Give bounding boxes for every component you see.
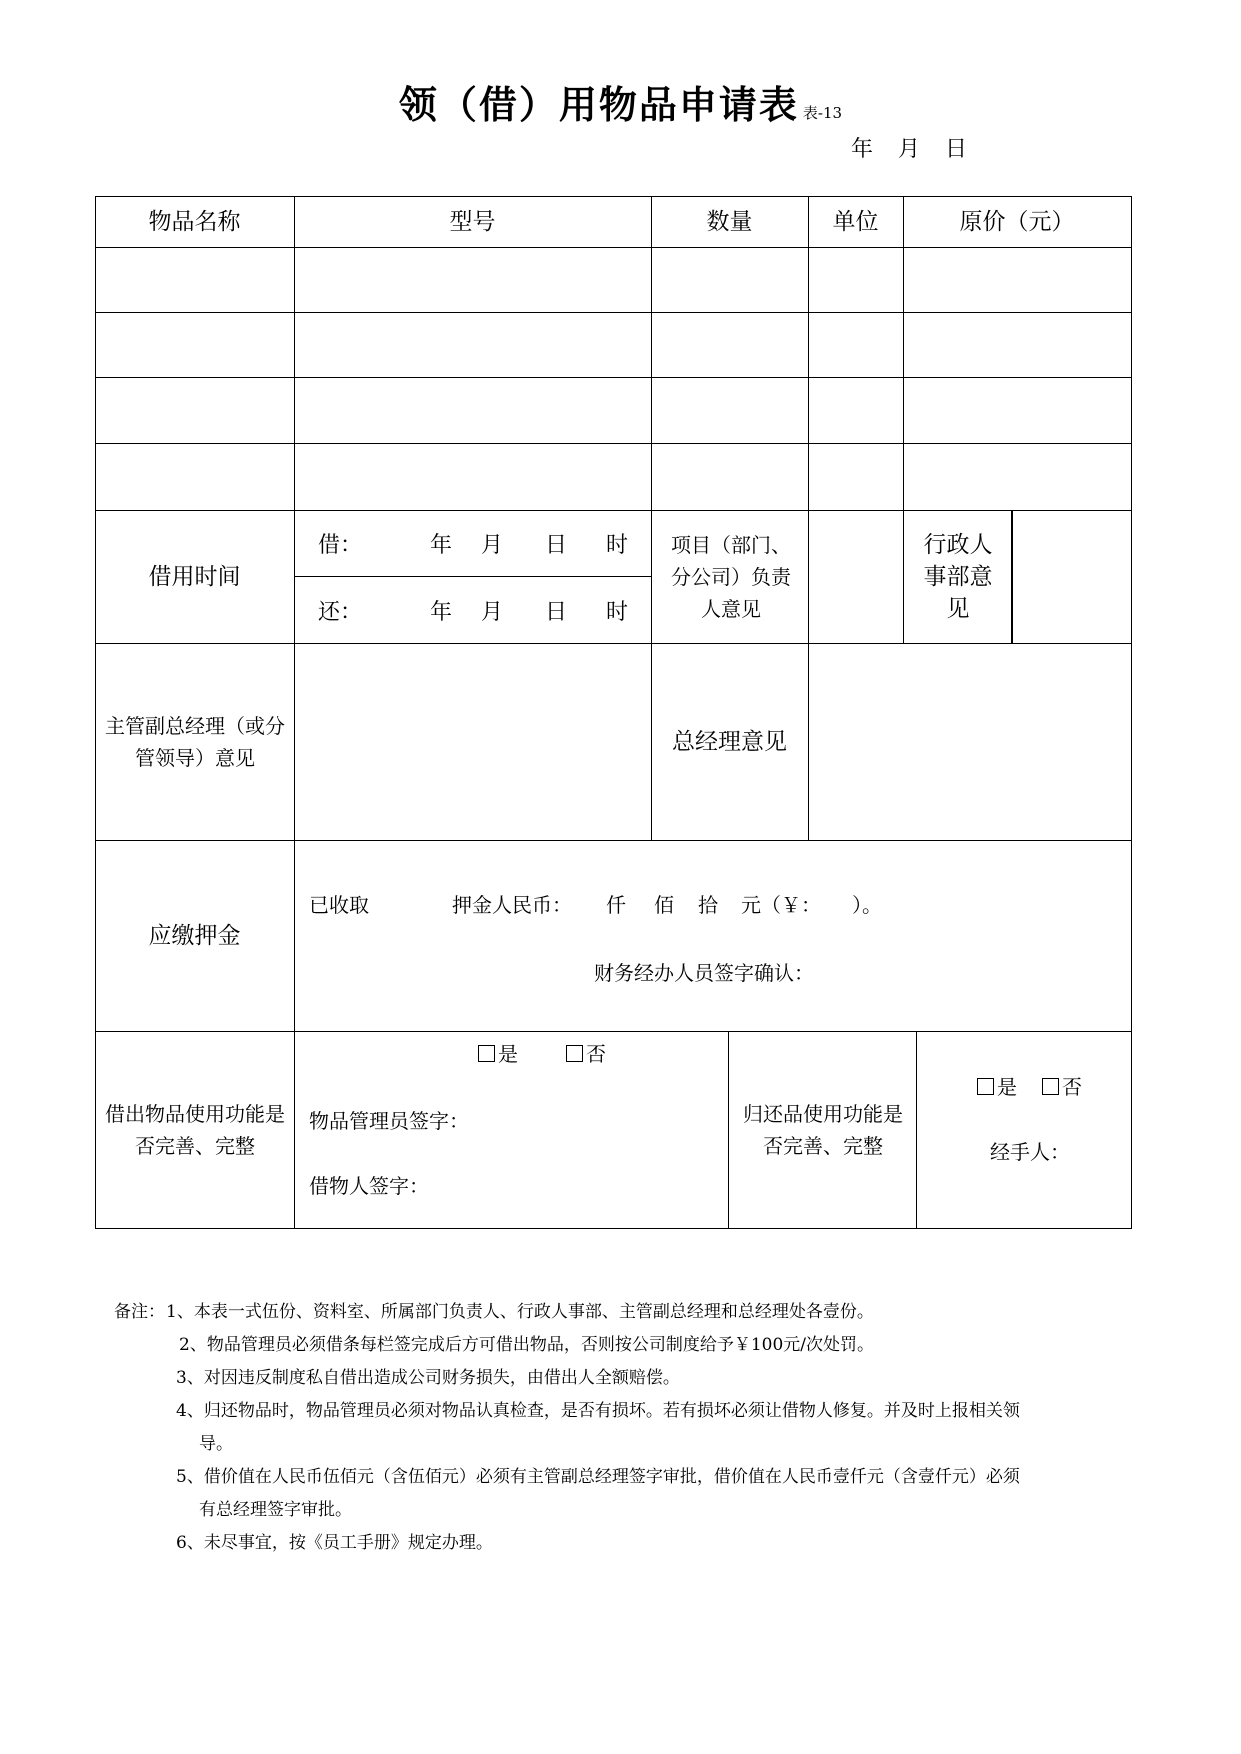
borrower-sign-label: 借物人签字： — [309, 1174, 429, 1198]
admin-opinion-field[interactable] — [1013, 511, 1131, 643]
borrow-month: 月 — [481, 533, 504, 558]
note-item: 6、未尽事宜，按《员工手册》规定办理。 — [176, 1533, 493, 1553]
return-label: 还： — [318, 600, 363, 625]
note-item: 有总经理签字审批。 — [199, 1500, 352, 1520]
deposit-yuan: 元（￥： — [741, 893, 821, 917]
return-month: 月 — [481, 600, 504, 625]
deposit-hundred: 佰 — [654, 893, 674, 917]
borrow-time-label: 借用时间 — [148, 563, 241, 590]
note-item: 导。 — [199, 1434, 233, 1454]
return-yes-option[interactable] — [977, 1071, 1017, 1103]
admin-opinion-label: 行政人事部意见 — [923, 531, 993, 622]
gm-opinion-label: 总经理意见 — [672, 728, 787, 755]
return-hour: 时 — [606, 600, 629, 625]
vp-opinion-field[interactable] — [295, 644, 651, 840]
project-opinion-label: 项目（部门、分公司）负责人意见 — [671, 532, 791, 621]
note-item: 5、借价值在人民币伍佰元（含伍佰元）必须有主管副总经理签字审批，借价值在人民币壹仟元（含壹仟元）必须 — [176, 1467, 1020, 1487]
finance-sign-label: 财务经办人员签字确认： — [594, 961, 814, 985]
gm-opinion-field[interactable] — [809, 644, 1131, 840]
table-line — [1131, 196, 1132, 1229]
table-row[interactable] — [96, 444, 1131, 510]
table-line — [916, 1031, 917, 1229]
note-item: 4、归还物品时，物品管理员必须对物品认真检查，是否有损坏。若有损坏必须让借物人修复。并及时上报相关领 — [176, 1401, 1020, 1421]
checkbox-icon — [566, 1045, 583, 1062]
checkbox-icon — [977, 1078, 994, 1095]
table-row[interactable] — [96, 313, 1131, 377]
return-no-label: 否 — [1062, 1075, 1082, 1099]
table-row[interactable] — [96, 378, 1131, 443]
vp-opinion-label: 主管副总经理（或分管领导）意见 — [105, 713, 285, 770]
deposit-received: 已收取 — [309, 893, 369, 917]
notes-label: 备注： — [114, 1302, 165, 1322]
notes-section — [114, 1296, 1124, 1553]
date-year: 年 — [851, 137, 878, 162]
lend-no-option[interactable] — [566, 1038, 606, 1070]
note-item: 1、本表一式伍份、资料室、所属部门负责人、行政人事部、主管副总经理和总经理处各壹份。 — [166, 1302, 874, 1322]
checkbox-icon — [1042, 1078, 1059, 1095]
deposit-label: 应缴押金 — [148, 922, 241, 949]
deposit-close: ）。 — [852, 893, 882, 917]
handler-label: 经手人： — [990, 1140, 1070, 1164]
borrow-hour: 时 — [606, 533, 629, 558]
date-day: 日 — [945, 137, 972, 162]
table-line — [728, 1031, 729, 1229]
deposit-ten: 拾 — [698, 893, 718, 917]
note-item: 2、物品管理员必须借条每栏签完成后方可借出物品，否则按公司制度给予￥100元/次处罚。 — [179, 1335, 874, 1355]
checkbox-icon — [478, 1045, 495, 1062]
header-unit: 单位 — [832, 208, 879, 235]
return-year: 年 — [430, 600, 453, 625]
lend-check-label: 借出物品使用功能是否完善、完整 — [105, 1101, 285, 1158]
lend-yes-label: 是 — [498, 1042, 518, 1066]
return-day: 日 — [545, 600, 568, 625]
table-line — [95, 1228, 1132, 1229]
form-number: 表-13 — [802, 104, 843, 122]
table-line — [294, 576, 651, 577]
return-yes-label: 是 — [997, 1075, 1017, 1099]
header-price: 原价（元） — [959, 208, 1075, 235]
borrow-day: 日 — [545, 533, 568, 558]
project-opinion-field[interactable] — [809, 511, 903, 643]
note-item: 3、对因违反制度私自借出造成公司财务损失，由借出人全额赔偿。 — [176, 1368, 680, 1388]
return-check-label: 归还品使用功能是否完善、完整 — [743, 1101, 903, 1158]
lend-no-label: 否 — [586, 1042, 606, 1066]
date-line — [851, 132, 981, 163]
header-item-name: 物品名称 — [148, 208, 241, 235]
page-title: 领（借）用物品申请表 — [398, 83, 799, 127]
date-month: 月 — [898, 137, 925, 162]
return-no-option[interactable] — [1042, 1071, 1082, 1103]
keeper-sign-label: 物品管理员签字： — [309, 1109, 469, 1133]
borrow-label: 借： — [318, 533, 363, 558]
form-title-area — [0, 74, 1241, 129]
deposit-rmb: 押金人民币： — [452, 893, 572, 917]
table-row[interactable] — [96, 248, 1131, 312]
lend-yes-option[interactable] — [478, 1038, 518, 1070]
header-quantity: 数量 — [706, 208, 753, 235]
borrow-year: 年 — [430, 533, 453, 558]
deposit-thousand: 仟 — [606, 893, 626, 917]
header-model: 型号 — [449, 208, 496, 235]
